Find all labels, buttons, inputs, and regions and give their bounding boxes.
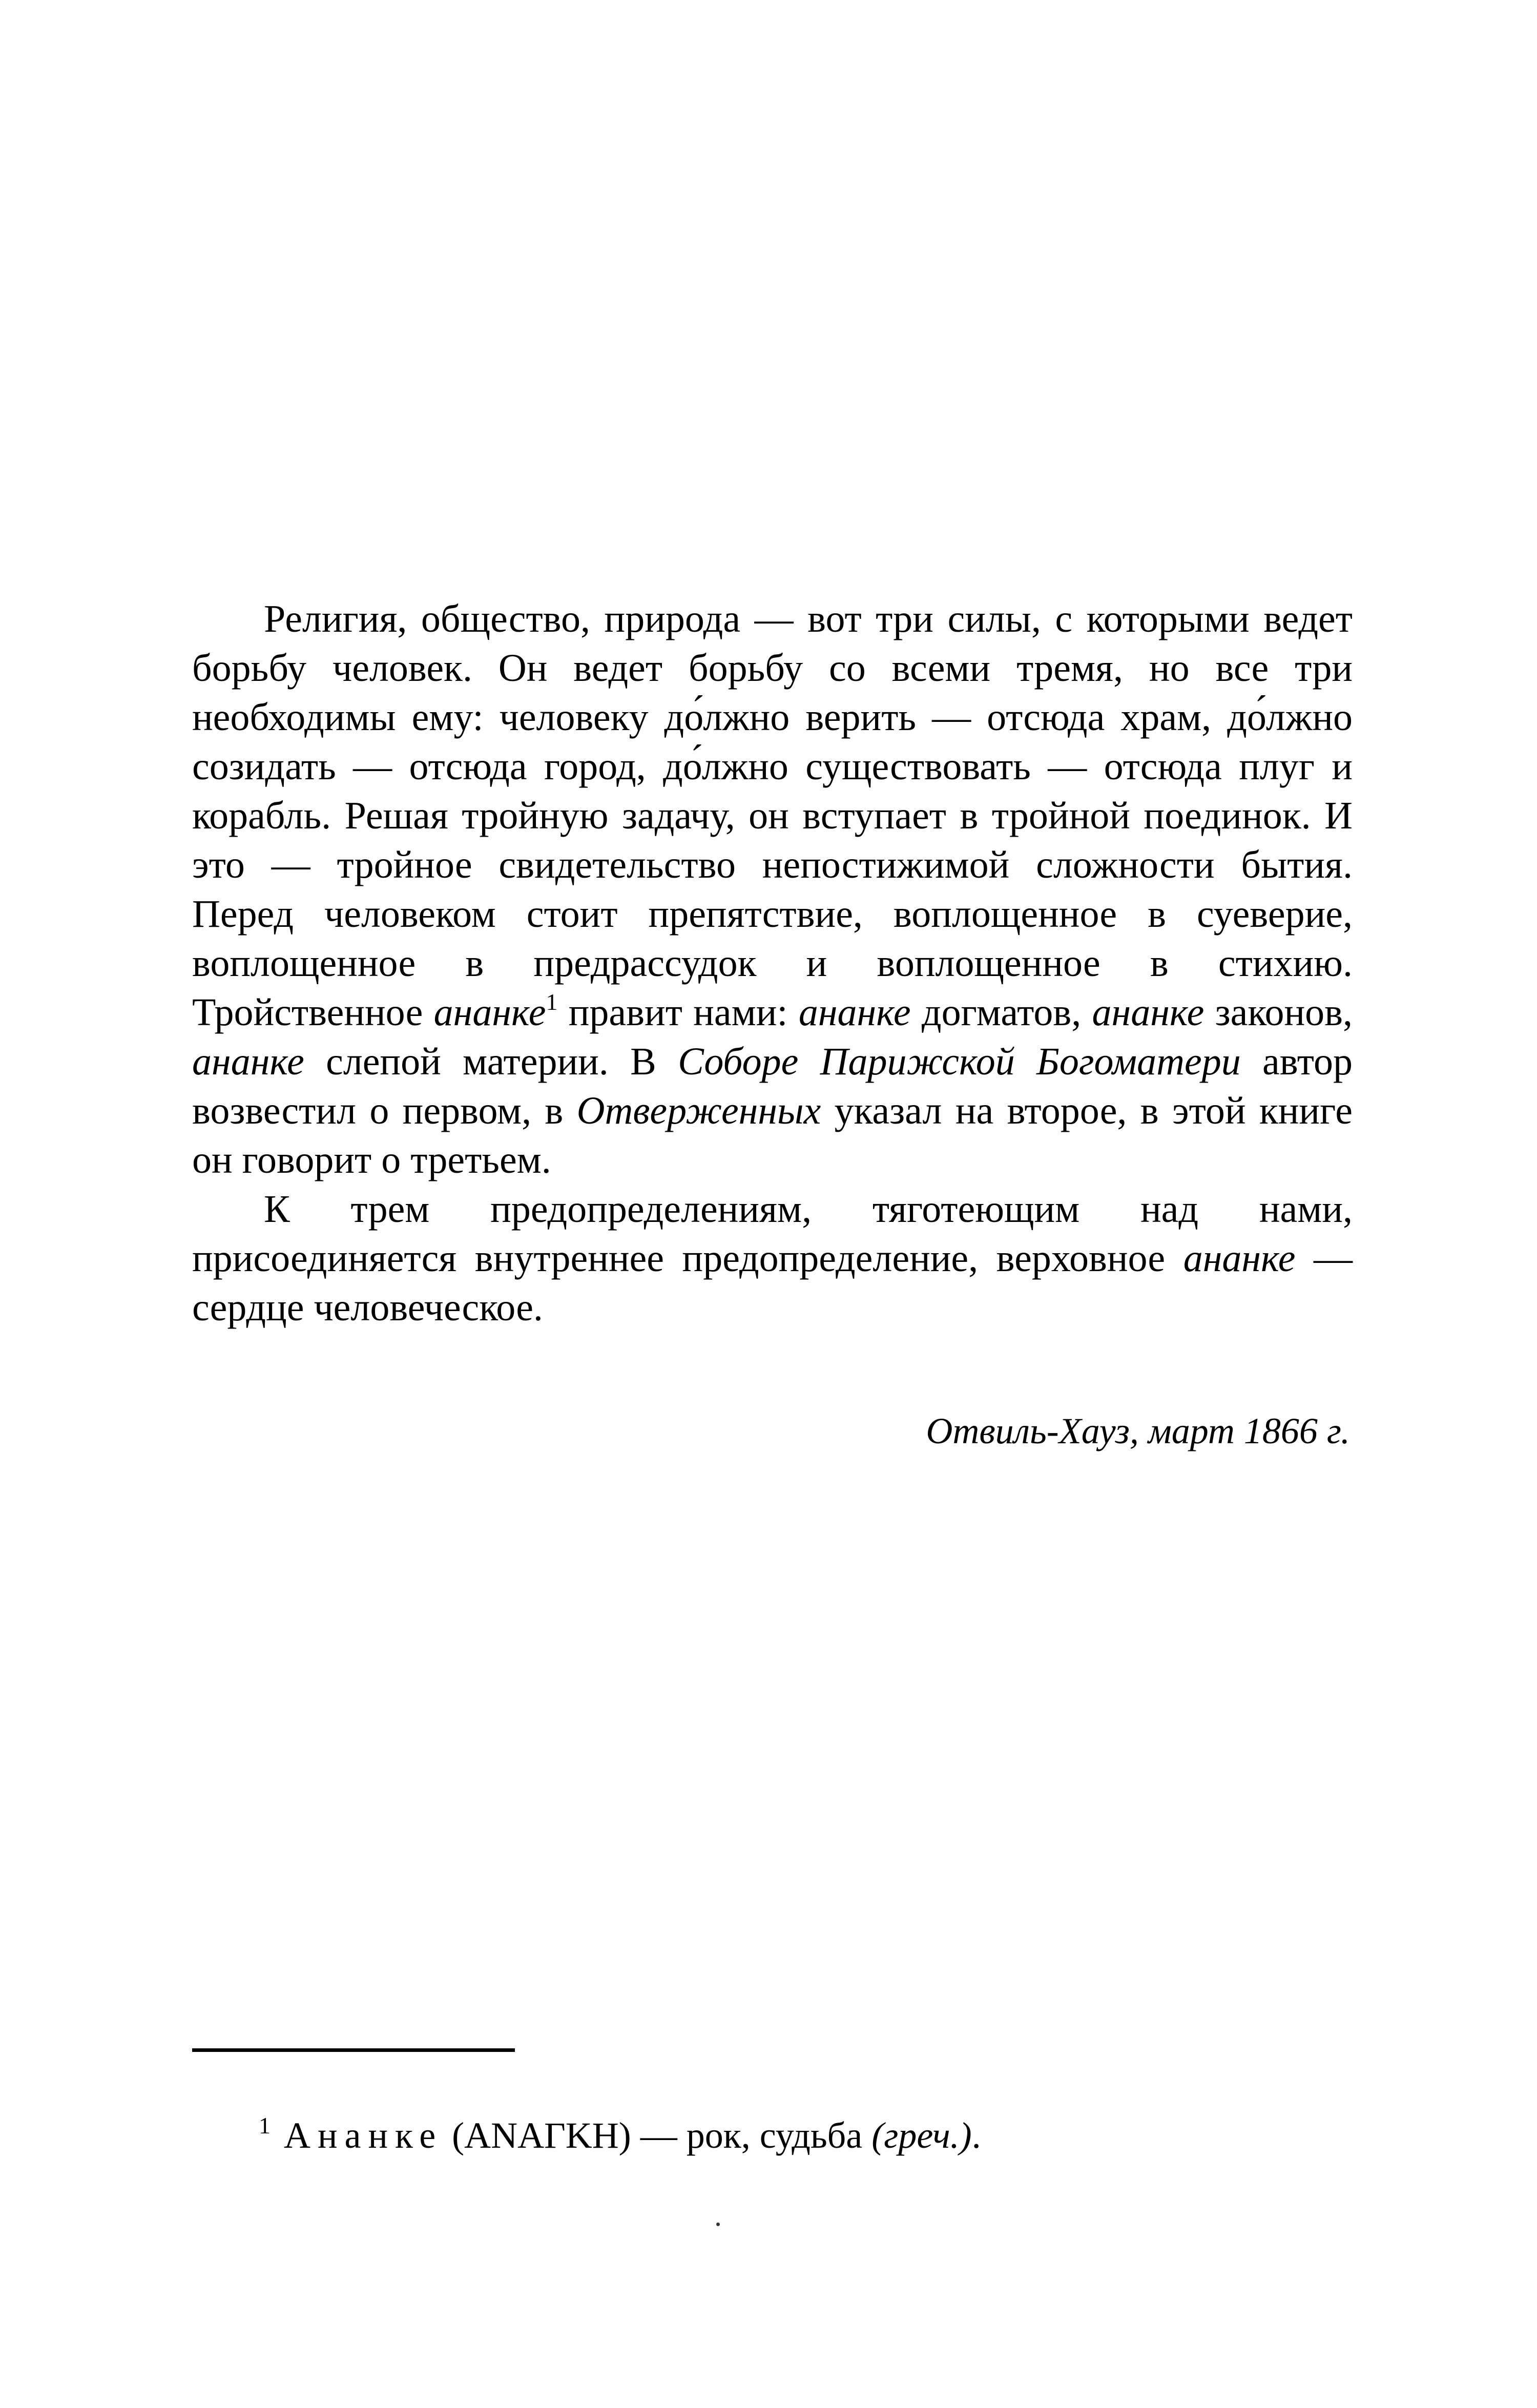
- text-run: законов,: [1204, 991, 1353, 1034]
- footnote-greek: (ΑΝΑΓΚΗ): [452, 2115, 631, 2156]
- print-speck: [716, 2223, 720, 2226]
- paragraph: [192, 594, 1353, 1185]
- italic-text: Соборе Парижской Богоматери: [678, 1040, 1241, 1083]
- place-date-signature: Отвиль-Хауз, март 1866 г.: [926, 1410, 1350, 1451]
- footnote-definition: — рок, судьба: [631, 2115, 872, 2156]
- text-run: — сердце человеческое.: [192, 1237, 1353, 1329]
- text-run: правит нами:: [557, 991, 799, 1034]
- text-run: догматов,: [910, 991, 1092, 1034]
- footnote-mark: 1: [259, 2112, 271, 2139]
- italic-text: ананке: [798, 991, 911, 1034]
- text-run: автор возвестил о первом, в: [192, 1040, 1353, 1132]
- italic-text: ананке: [1183, 1237, 1296, 1280]
- footnote-divider: [192, 2048, 515, 2052]
- footnote-reference: 1: [546, 989, 558, 1015]
- preface-text: [192, 594, 1353, 1332]
- italic-text: ананке: [192, 1040, 304, 1083]
- italic-text: ананке: [1092, 991, 1204, 1034]
- italic-text: Отверженных: [576, 1089, 821, 1132]
- footnote-end: .: [971, 2115, 981, 2156]
- footnote-language: (греч.): [871, 2115, 972, 2156]
- text-run: указал на второе, в этой книге он говорит о третьем.: [192, 1089, 1353, 1181]
- text-run: слепой материи. В: [304, 1040, 678, 1083]
- text-run: Религия, общество, природа — вот три силы, с которыми ведет борьбу человек. Он ведет борьбу со всеми тремя, но все три необходимы ему: человеку до́лжно верить — отсюда храм, до́лжно созидать — отсюда город, до́лжно существовать — отсюда плуг и корабль. Решая тройную задачу, он вступает в тройной поединок. И это — тройное свидетельство непостижимой сложности бытия. Перед человеком стоит препятствие, воплощенное в суеверие, воплощенное в предрассудок и воплощенное в стихию. Тройственное: [192, 597, 1353, 1034]
- italic-text: ананке: [433, 991, 546, 1034]
- footnote: [259, 2111, 1335, 2160]
- paragraph: [192, 1185, 1353, 1332]
- footnote-term: Ананке: [284, 2115, 443, 2156]
- text-run: К трем предопределениям, тяготеющим над нами, присоединяется внутреннее предопределение, верховное: [192, 1188, 1353, 1280]
